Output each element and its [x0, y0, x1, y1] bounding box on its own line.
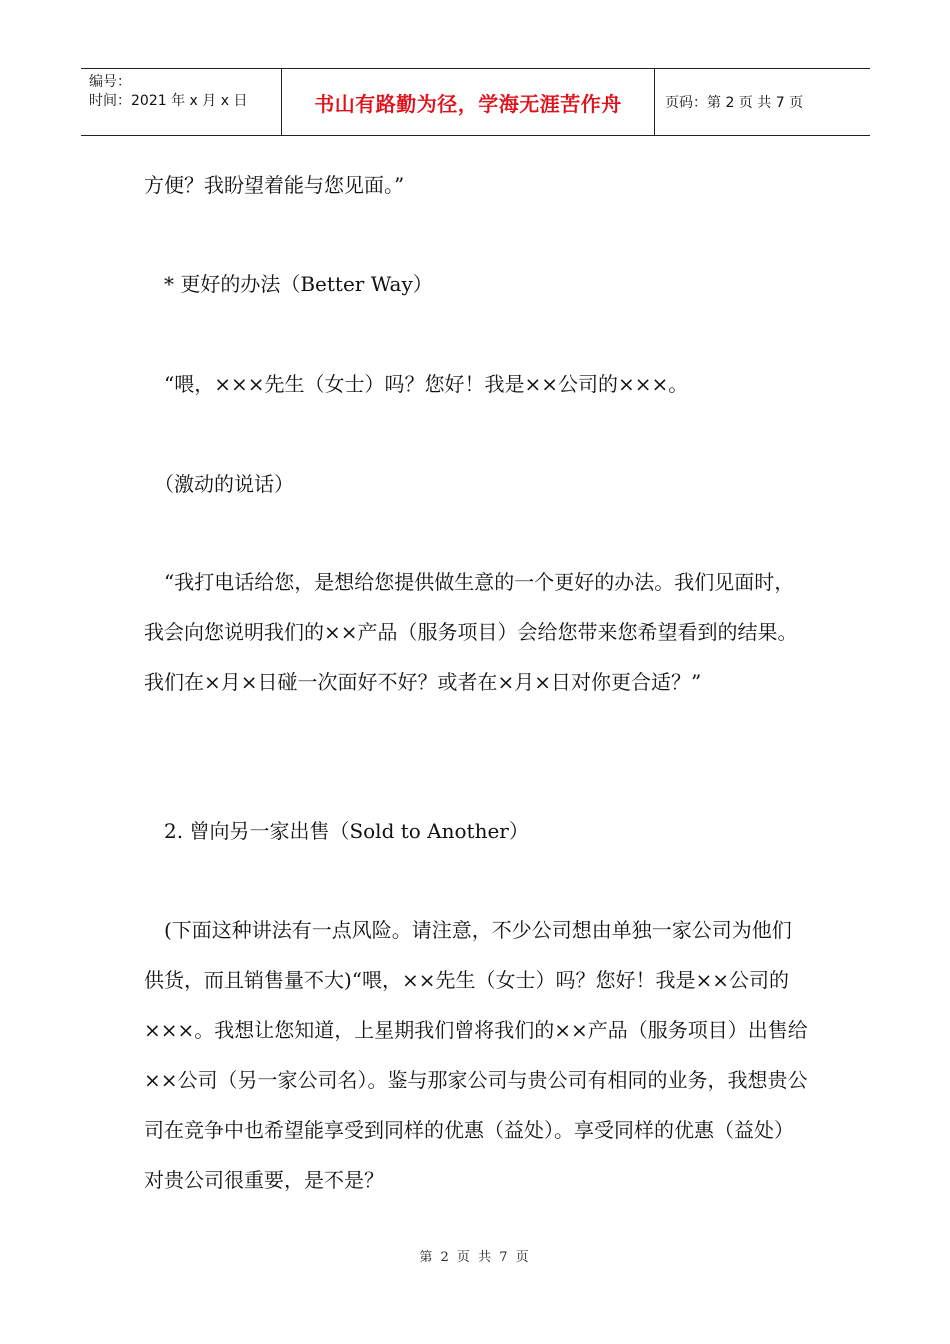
- header-motto: 书山有路勤为径，学海无涯苦作舟: [282, 69, 655, 135]
- page-header: [81, 68, 870, 136]
- date-label: 时间：2021 年 x 月 x 日: [89, 93, 248, 109]
- page-footer: 第 2 页 共 7 页: [419, 1250, 531, 1265]
- paragraph-7: (下面这种讲法有一点风险。请注意，不少公司想由单独一家公司为他们供货，而且销售量不大)“喂，××先生（女士）吗？您好！我是××公司的×××。我想让您知道，上星期我们曾将我们的××产品（服务项目）出售给××公司（另一家公司名）。鉴与那家公司与贵公司有相同的业务，我想贵公司在竞争中也希望能享受到同样的优惠（益处）。享受同样的优惠（益处）对贵公司很重要，是不是？: [144, 918, 808, 1192]
- header-page-info: 页码：第 2 页 共 7 页: [665, 95, 804, 111]
- paragraph-6: 2. 曾向另一家出售（Sold to Another）: [144, 819, 529, 843]
- paragraph-5: “我打电话给您，是想给您提供做生意的一个更好的办法。我们见面时，我会向您说明我们的××产品（服务项目）会给您带来您希望看到的结果。我们在×月×日碰一次面好不好？或者在×月×日对你更合适？”: [144, 570, 798, 694]
- paragraph-1: 方便？我盼望着能与您见面。”: [144, 173, 405, 197]
- number-label: 编号：: [89, 74, 131, 90]
- header-meta: [81, 69, 282, 135]
- paragraph-2: * 更好的办法（Better Way）: [144, 272, 433, 296]
- paragraph-3: “喂，×××先生（女士）吗？您好！我是××公司的×××。: [144, 372, 689, 396]
- paragraph-4: （激动的说话）: [144, 472, 294, 496]
